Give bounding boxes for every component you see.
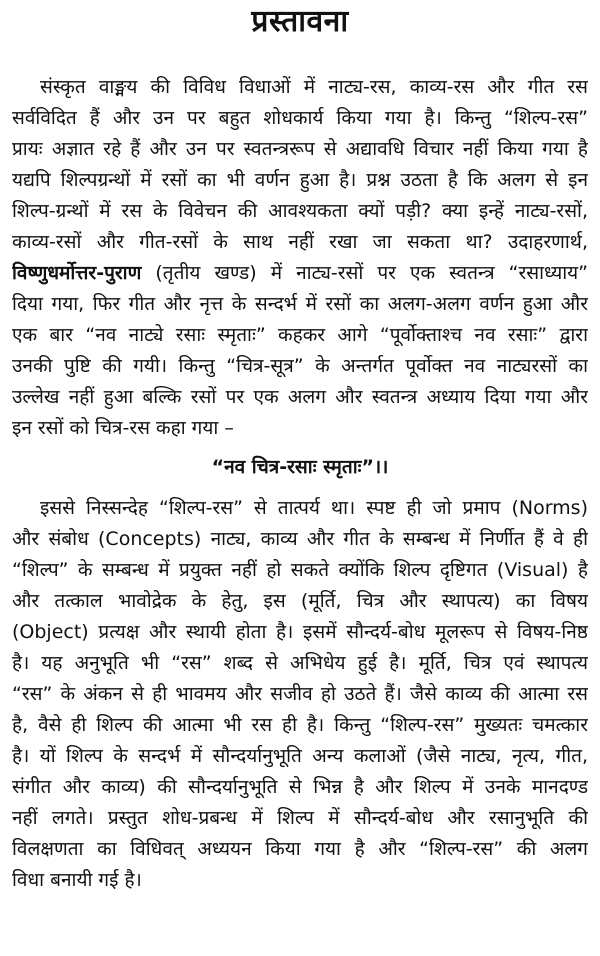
paragraph-line: है। यह अनुभूति भी “रस” शब्द से अभिधेय हुई है। मूर्ति, चित्र एवं स्थापत्य (12, 652, 588, 674)
paragraph-line-with-bold-title (12, 258, 588, 289)
page-title: प्रस्तावना (251, 4, 349, 39)
paragraph-line: (Object) प्रत्यक्ष और स्थायी होता है। इसमें सौन्दर्य-बोध मूलरूप से विषय-निष्ठ (12, 621, 588, 643)
paragraph-text: (तृतीय खण्ड) में नाट्य-रसों पर एक स्वतन्त्र “रसाध्याय” (141, 262, 588, 284)
paragraph-line: शिल्प-ग्रन्थों में रस के विवेचन की आवश्यकता क्यों पड़ी? क्या इन्हें नाट्य-रसों, (12, 200, 588, 222)
paragraph-line: इससे निस्सन्देह “शिल्प-रस” से तात्पर्य था। स्पष्ट ही जो प्रमाप (Norms) (40, 497, 588, 519)
paragraph-line: सर्वविदित हैं और उन पर बहुत शोधकार्य किया गया है। किन्तु “शिल्प-रस” (12, 107, 588, 129)
paragraph-line: संगीत और काव्य) की सौन्दर्यानुभूति से भिन्न है और शिल्प में उनके मानदण्ड (12, 776, 588, 798)
paragraph-line: और संबोध (Concepts) नाट्य, काव्य और गीत के सम्बन्ध में निर्णीत हैं वे ही (12, 528, 588, 550)
paragraph-line: उनकी पुष्टि की गयी। किन्तु “चित्र-सूत्र” के अन्तर्गत पूर्वोक्त नव नाट्यरसों का (12, 355, 588, 377)
paragraph-line: काव्य-रसों और गीत-रसों के साथ नहीं रखा जा सकता था? उदाहरणार्थ, (12, 231, 588, 253)
paragraph-line: यद्यपि शिल्पग्रन्थों में रसों का भी वर्णन हुआ है। प्रश्न उठता है कि अलग से इन (12, 169, 588, 191)
sanskrit-quote: “नव चित्र-रसाः स्मृताः”।। (211, 456, 389, 478)
paragraph-line: विलक्षणता का विधिवत् अध्ययन किया गया है और “शिल्प-रस” की अलग (12, 838, 588, 860)
paragraph-line: उल्लेख नहीं हुआ बल्कि रसों पर एक अलग और स्वतन्त्र अध्याय दिया गया और (12, 386, 588, 408)
paragraph-line: इन रसों को चित्र-रस कहा गया – (12, 417, 234, 439)
paragraph-line: है, वैसे ही शिल्प की आत्मा भी रस ही है। किन्तु “शिल्प-रस” मुख्यतः चमत्कार (12, 714, 588, 736)
paragraph-line: “रस” के अंकन से ही भावमय और सजीव हो उठते हैं। जैसे काव्य की आत्मा रस (12, 683, 588, 705)
paragraph-line: है। यों शिल्प के सन्दर्भ में सौन्दर्यानुभूति अन्य कलाओं (जैसे नाट्य, नृत्य, गीत, (12, 745, 588, 767)
paragraph-line: एक बार “नव नाट्ये रसाः स्मृताः” कहकर आगे “पूर्वोक्ताश्च नव रसाः” द्वारा (12, 324, 588, 346)
paragraph-line: दिया गया, फिर गीत और नृत्त के सन्दर्भ में रसों का अलग-अलग वर्णन हुआ और (12, 293, 588, 315)
bold-work-title: विष्णुधर्मोत्तर-पुराण (12, 262, 142, 284)
paragraph-line: और तत्काल भावोद्रेक के हेतु, इस (मूर्ति, चित्र और स्थापत्य) का विषय (12, 590, 588, 612)
paragraph-line: नहीं लगते। प्रस्तुत शोध-प्रबन्ध में शिल्प में सौन्दर्य-बोध और रसानुभूति की (12, 807, 588, 829)
paragraph-line: संस्कृत वाङ्मय की विविध विधाओं में नाट्य-रस, काव्य-रस और गीत रस (40, 76, 588, 98)
paragraph-line: “शिल्प” के सम्बन्ध में प्रयुक्त नहीं हो सकते क्योंकि शिल्प दृष्टिगत (Visual) है (12, 559, 588, 581)
paragraph-line: विधा बनायी गई है। (12, 869, 142, 891)
paragraph-line: प्रायः अज्ञात रहे हैं और उन पर स्वतन्त्ररूप से अद्यावधि विचार नहीं किया गया है (12, 138, 588, 160)
